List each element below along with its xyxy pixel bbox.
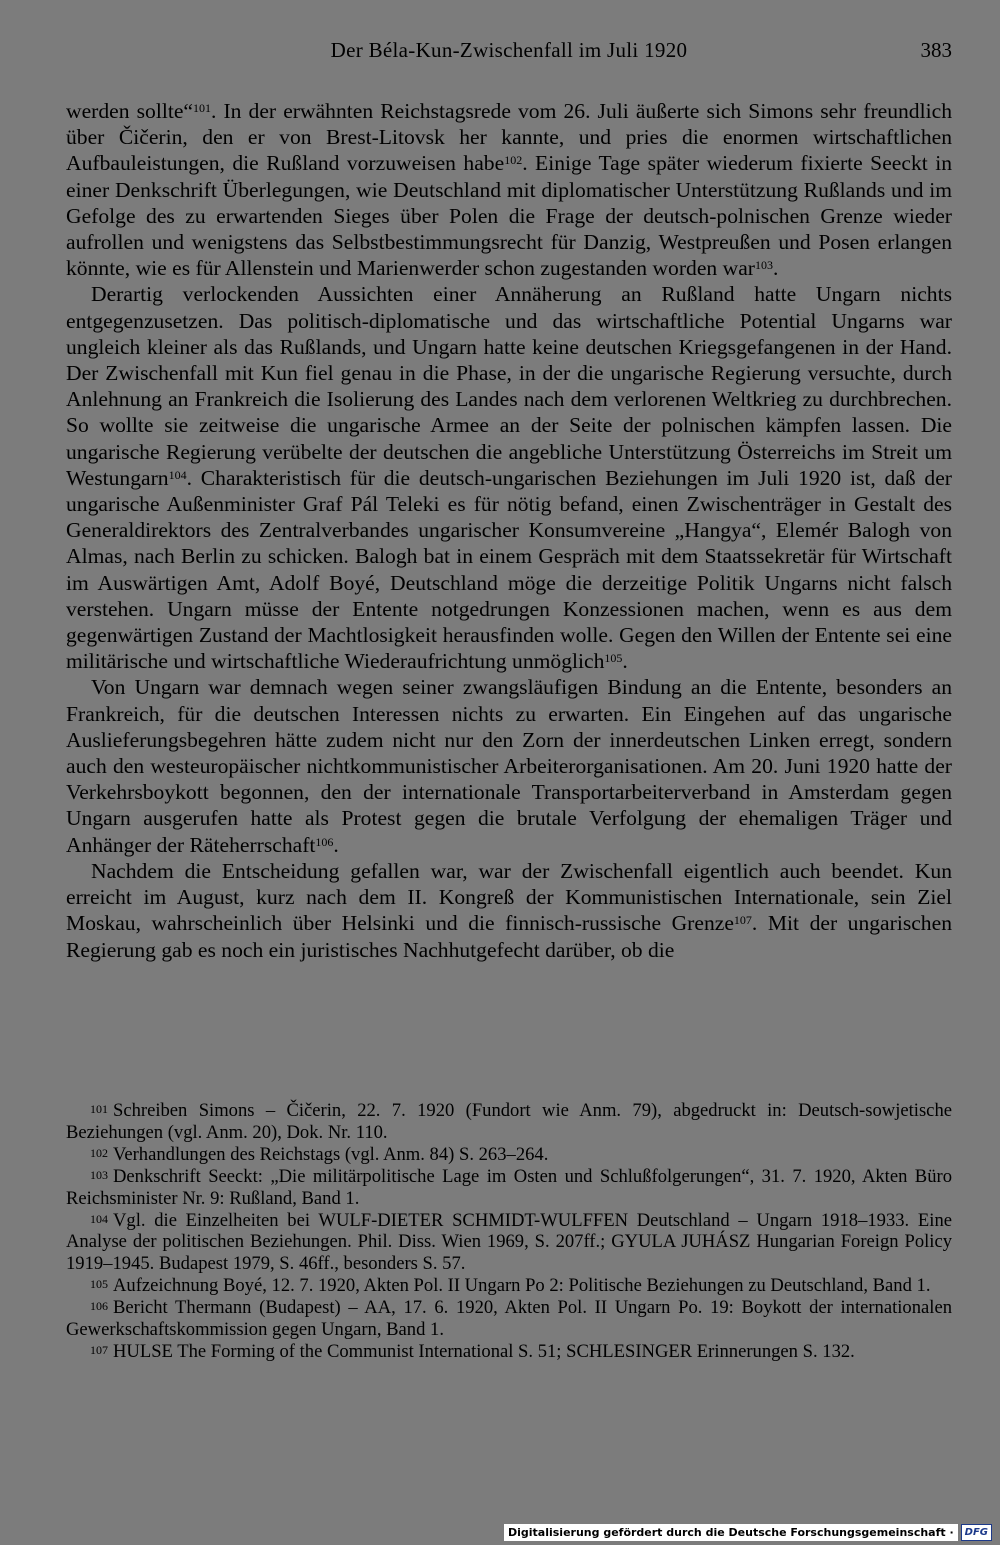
footnote-marker: 102: [504, 153, 523, 168]
footnote-number: 105: [90, 1277, 108, 1292]
footnote-text: Schreiben Simons – Čičerin, 22. 7. 1920 (Fundort wie Anm. 79), abgedruckt in: Deutsch-sowjetische Beziehungen (vgl. Anm. 20), Dok. Nr. 110.: [66, 1100, 952, 1143]
footnote: [66, 1210, 952, 1276]
body-paragraph: [66, 98, 952, 281]
credit-text: Digitalisierung gefördert durch die Deutsche Forschungsgemeinschaft ·: [504, 1524, 958, 1541]
footnote-marker: 104: [168, 467, 187, 482]
footnote-number: 101: [90, 1102, 108, 1116]
paragraph-text: werden sollte“: [66, 99, 193, 123]
body-text: [66, 98, 952, 963]
footnote-marker: 106: [315, 834, 334, 849]
paragraph-text: Nachdem die Entscheidung gefallen war, war der Zwischenfall eigentlich auch beendet. Kun erreicht im August, kurz nach dem II. Kongreß der Kommunistischen Internationale, sein Ziel Moskau, wahrscheinlich über Helsinki und die finnisch-russische Grenze: [66, 858, 952, 936]
footnote: [66, 1275, 952, 1297]
paragraph-text: .: [622, 649, 628, 674]
paragraph-text: Derartig verlockenden Aussichten einer Annäherung an Rußland hatte Ungarn nichts entgegenzusetzen. Das politisch-diplomatische und das wirtschaftliche Potential Ungarns war ungleich kleiner als das Rußlands, und Ungarn hatte keine deutschen Kriegsgefangenen in der Hand. Der Zwischenfall mit Kun fiel genau in die Phase, in der die ungarische Regierung versuchte, durch Anlehnung an Frankreich die Isolierung des Landes nach dem verlorenen Weltkrieg zu durchbrechen. So wollte sie zeitweise die ungarische Armee an der Seite der polnischen kämpfen lassen. Die ungarische Regierung verübelte der deutschen die angebliche Unterstützung Österreichs im Streit um Westungarn: [66, 282, 952, 490]
footnote-text: Bericht Thermann (Budapest) – AA, 17. 6. 1920, Akten Pol. II Ungarn Po. 19: Boykott der internationalen Gewerkschaftskommission gegen Ungarn, Band 1.: [66, 1297, 952, 1341]
footnote-marker: 103: [755, 258, 773, 273]
body-paragraph: [66, 674, 952, 857]
footnote-marker: 101: [193, 101, 211, 115]
footnotes: [66, 1100, 952, 1363]
footnote-number: 103: [90, 1167, 108, 1182]
dfg-logo: DFG: [961, 1524, 992, 1541]
footnote-text: Vgl. die Einzelheiten bei WULF-DIETER SCHMIDT-WULFFEN Deutschland – Ungarn 1918–1933. Eine Analyse der politischen Beziehungen. Phil. Diss. Wien 1969, S. 207ff.; GYULA JUHÁSZ Hungarian Foreign Policy 1919–1945. Budapest 1979, S. 46ff., besonders S. 57.: [66, 1209, 952, 1275]
body-paragraph: [66, 858, 952, 963]
footnote-number: 102: [90, 1145, 108, 1160]
paragraph-text: Von Ungarn war demnach wegen seiner zwangsläufigen Bindung an die Entente, besonders an Frankreich, für die deutschen Interessen nichts zu erwarten. Ein Eingehen auf das ungarische Auslieferungsbegehren hätte zudem nicht nur den Zorn der innerdeutschen Linken erregt, sondern auch den westeuropäischer nichtkommunistischer Arbeiterorganisationen. Am 20. Juni 1920 hatte der Verkehrsboykott begonnen, den der internationale Transportarbeiterverband in Amsterdam gegen Ungarn ausgerufen hatte als Protest gegen die brutale Verfolgung der ehemaligen Träger und Anhänger der Räteherrschaft: [66, 675, 952, 857]
paragraph-text: .: [773, 256, 779, 281]
footnote: [66, 1341, 952, 1363]
body-paragraph: [66, 281, 952, 674]
page-number: 383: [920, 38, 952, 62]
footnote-text: Verhandlungen des Reichstags (vgl. Anm. 84) S. 263–264.: [113, 1143, 549, 1165]
footnote: [66, 1297, 952, 1341]
running-title: Der Béla-Kun-Zwischenfall im Juli 1920: [330, 38, 688, 62]
footnote-number: 104: [90, 1211, 108, 1226]
footnote: [66, 1144, 952, 1166]
footnote-marker: 107: [733, 913, 752, 928]
footnote-marker: 105: [604, 651, 623, 666]
paragraph-text: .: [333, 832, 339, 857]
footnote-text: HULSE The Forming of the Communist International S. 51; SCHLESINGER Erinnerungen S. 132.: [113, 1340, 855, 1362]
paragraph-text: . In der erwähnten Reichstagsrede vom 26. Juli äußerte sich Simons sehr freundlich über Čičerin, den er von Brest-Litovsk her kannte, und pries die enormen wirtschaftlichen Aufbauleistungen, die Rußland vorzuweisen habe: [66, 99, 952, 176]
footnote-number: 106: [90, 1299, 108, 1314]
paragraph-text: . Einige Tage später wiederum fixierte Seeckt in einer Denkschrift Überlegungen, wie Deutschland mit diplomatischer Unterstützung Rußlands und im Gefolge des zu erwartenden Sieges über Polen die Frage der deutsch-polnischen Grenze wieder aufrollen und wenigstens das Selbstbestimmungsrecht für Danzig, Westpreußen und Posen erlangen könnte, wie es für Allenstein und Marienwerder schon zugestanden worden war: [66, 151, 952, 281]
footnote-text: Denkschrift Seeckt: „Die militärpolitische Lage im Osten und Schlußfolgerungen“, 31. 7. 1920, Akten Büro Reichsminister Nr. 9: Rußland, Band 1.: [66, 1165, 952, 1209]
paragraph-text: . Mit der ungarischen Regierung gab es noch ein juristisches Nachhutgefecht darüber, ob die: [66, 911, 952, 962]
footnote: [66, 1166, 952, 1210]
footnote-text: Aufzeichnung Boyé, 12. 7. 1920, Akten Pol. II Ungarn Po 2: Politische Beziehungen zu Deutschland, Band 1.: [113, 1275, 931, 1297]
digitization-credit: [504, 1522, 992, 1542]
footnote: [66, 1100, 952, 1144]
page-header: [66, 38, 952, 68]
paragraph-text: . Charakteristisch für die deutsch-ungarischen Beziehungen im Juli 1920 ist, daß der ungarische Außenminister Graf Pál Teleki es für nötig befand, einen Zwischenträger in Gestalt des Generaldirektors des Zentralverbandes ungarischer Konsumvereine „Hangya“, Elemér Balogh von Almas, nach Berlin zu schicken. Balogh bat in einem Gespräch mit dem Staatssekretär für Wirtschaft im Auswärtigen Amt, Adolf Boyé, Deutschland möge die derzeitige Politik Ungarns nicht falsch verstehen. Ungarn müsse der Entente notgedrungen Konzessionen machen, wenn es aus dem gegenwärtigen Zustand der Machtlosigkeit herausfinden wolle. Gegen den Willen der Entente sei eine militärische und wirtschaftliche Wiederaufrichtung unmöglich: [66, 465, 952, 674]
footnote-number: 107: [90, 1342, 108, 1357]
